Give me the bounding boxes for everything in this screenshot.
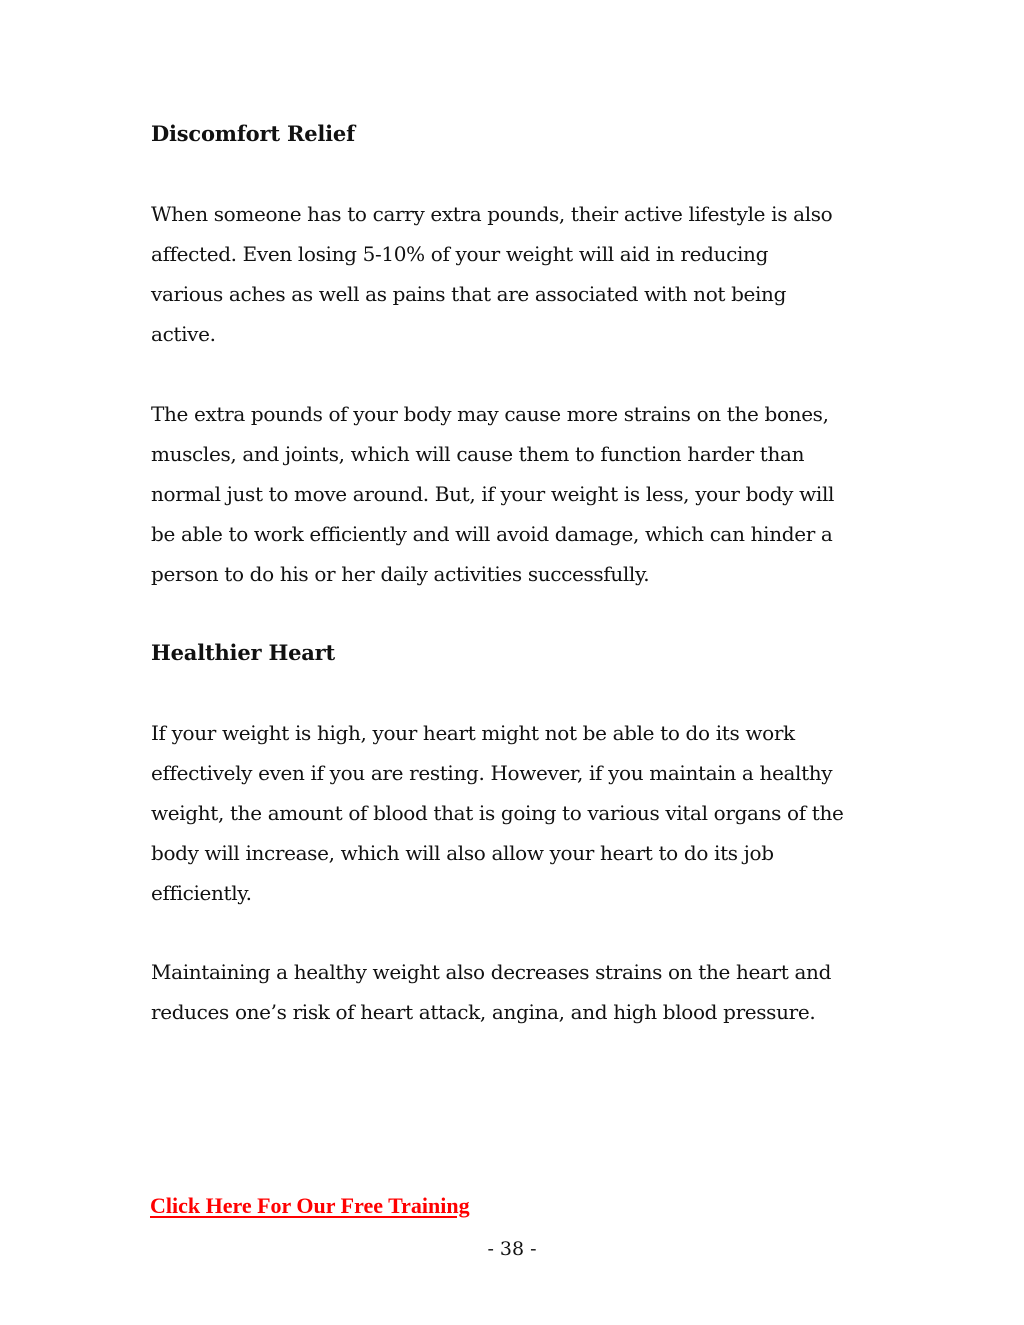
paragraph-line: affected. Even losing 5-10% of your weight will aid in reducing <box>151 242 769 266</box>
paragraph-line: be able to work efficiently and will avoid damage, which can hinder a <box>151 522 833 546</box>
paragraph-line: various aches as well as pains that are associated with not being <box>151 282 787 306</box>
paragraph-line: person to do his or her daily activities successfully. <box>151 562 650 586</box>
paragraph-line: reduces one’s risk of heart attack, angina, and high blood pressure. <box>151 1000 816 1024</box>
paragraph-line: weight, the amount of blood that is going to various vital organs of the <box>151 801 844 825</box>
section-heading-discomfort-relief: Discomfort Relief <box>151 121 355 146</box>
paragraph-line: body will increase, which will also allow your heart to do its job <box>151 841 774 865</box>
paragraph-line: active. <box>151 322 216 346</box>
paragraph-heart-2 <box>151 952 891 1032</box>
paragraph-line: Maintaining a healthy weight also decreases strains on the heart and <box>151 960 832 984</box>
page-number: - 38 - <box>487 1238 537 1260</box>
paragraph-heart-1 <box>151 713 891 913</box>
paragraph-line: If your weight is high, your heart might not be able to do its work <box>151 721 795 745</box>
paragraph-line: efficiently. <box>151 881 252 905</box>
paragraph-line: effectively even if you are resting. However, if you maintain a healthy <box>151 761 833 785</box>
paragraph-line: The extra pounds of your body may cause more strains on the bones, <box>151 402 829 426</box>
paragraph-line: When someone has to carry extra pounds, their active lifestyle is also <box>151 202 833 226</box>
paragraph-discomfort-1 <box>151 194 891 354</box>
section-heading-healthier-heart: Healthier Heart <box>151 640 336 665</box>
paragraph-line: normal just to move around. But, if your weight is less, your body will <box>151 482 835 506</box>
paragraph-discomfort-2 <box>151 394 891 594</box>
free-training-link[interactable]: Click Here For Our Free Training <box>150 1193 470 1218</box>
paragraph-line: muscles, and joints, which will cause them to function harder than <box>151 442 805 466</box>
